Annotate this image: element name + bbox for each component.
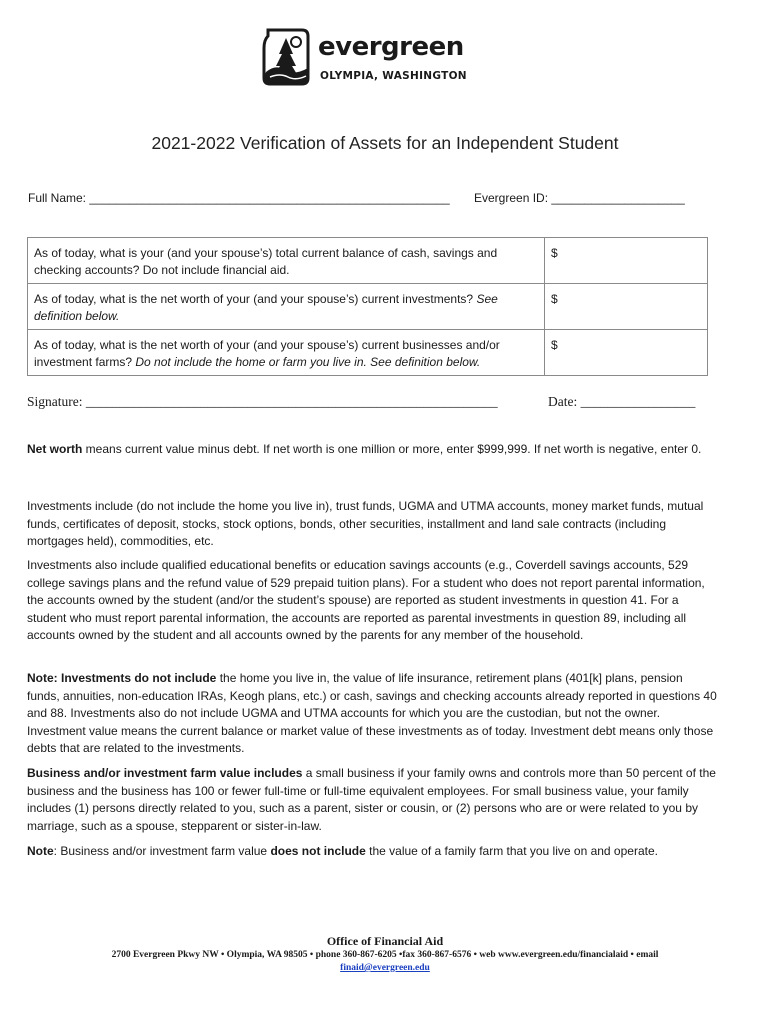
assets-table (27, 237, 708, 376)
term: Business and/or investment farm value includes (27, 766, 303, 780)
term: Note (27, 844, 54, 858)
evergreen-id-field[interactable]: Evergreen ID: ____________________ (474, 191, 685, 205)
question-text: As of today, what is the net worth of your (and your spouse’s) current businesses and/or investment farms? (34, 338, 500, 369)
investments-definition (27, 498, 717, 551)
term: Net worth (27, 442, 83, 456)
evergreen-tree-emblem-icon (262, 28, 310, 86)
office-name: Office of Financial Aid (326, 934, 444, 948)
email-link[interactable]: finaid@evergreen.edu (340, 963, 430, 973)
term: does not include (270, 844, 366, 858)
business-definition (27, 765, 717, 835)
definition-text: the value of a family farm that you live on and operate. (365, 844, 658, 858)
dollar-sign: $ (551, 292, 558, 306)
definition-text: means current value minus debt. If net worth is one million or more, enter $999,999. If net worth is negative, enter 0. (82, 442, 702, 456)
page-title: 2021-2022 Verification of Assets for an Independent Student (151, 133, 619, 153)
business-exclusion-note (27, 843, 717, 861)
term: Note: Investments do not include (27, 671, 217, 685)
answer-businesses-field[interactable] (545, 330, 708, 376)
table-row (28, 330, 708, 376)
question-cash (28, 238, 545, 284)
question-investments (28, 284, 545, 330)
signature-field[interactable]: Signature: _____________________________________________________________ (27, 394, 498, 409)
question-note: Do not include the home or farm you live in. See definition below. (135, 355, 481, 369)
dollar-sign: $ (551, 338, 558, 352)
table-row (28, 238, 708, 284)
question-text: As of today, what is your (and your spouse’s) total current balance of cash, savings and checking accounts? Do not include financial aid. (34, 246, 498, 277)
definition-text: Investments also include qualified educational benefits or education savings accounts (e.g., Coverdell savings accounts, 529 college savings plans and the refund value of 529 prepaid tuition plans). For a student who does not report parental information, the accounts owned by the student (and/or the student’s spouse) are reported as student investments in question 41. For a student who must report parental information, the accounts are reported as parental investments in question 89, including all accounts owned by the student and all accounts owned by the parents for any member of the household. (27, 558, 705, 643)
table-row (28, 284, 708, 330)
net-worth-definition (27, 441, 717, 459)
office-email (0, 963, 770, 973)
investments-exclusion-note (27, 670, 717, 758)
answer-cash-field[interactable] (545, 238, 708, 284)
question-businesses (28, 330, 545, 376)
dollar-sign: $ (551, 246, 558, 260)
investments-also-definition (27, 557, 717, 645)
definition-text: : Business and/or investment farm value (53, 844, 271, 858)
answer-investments-field[interactable] (545, 284, 708, 330)
question-text: As of today, what is the net worth of your (and your spouse’s) current investments? (34, 292, 477, 306)
office-address: 2700 Evergreen Pkwy NW • Olympia, WA 98505 • phone 360-867-6205 •fax 360-867-6576 • web www.evergreen.edu/financialaid • email (111, 950, 659, 960)
definition-text: a small business if your family owns and controls more than 50 percent of the business and the business has 100 or fewer full-time or full-time equivalent employees. For small business value, your family includes (1) persons directly related to you, such as a parent, sister or cousin, or (2) persons who are or were related to you by marriage, such as a spouse, stepparent or sister-in-law. (27, 766, 716, 833)
definition-text: the home you live in, the value of life insurance, retirement plans (401[k] plans, pension funds, annuities, non-education IRAs, Keogh plans, etc.) or cash, savings and checking accounts already reported in questions 40 and 88. Investments also do not include UGMA and UTMA accounts for which you are the custodian, but not the owner. Investment value means the current balance or market value of these investments as of today. Investment debt means only those debts that are related to the investments. (27, 671, 717, 756)
date-field[interactable]: Date: _________________ (548, 394, 696, 409)
question-note: See definition below. (34, 292, 498, 323)
logo-location: OLYMPIA, WASHINGTON (320, 70, 467, 82)
logo-name: evergreen (318, 32, 464, 62)
full-name-field[interactable]: Full Name: ______________________________________________________ (28, 191, 450, 205)
definition-text: Investments include (do not include the home you live in), trust funds, UGMA and UTMA accounts, money market funds, mutual funds, certificates of deposit, stocks, stock options, bonds, other securities, installment and land sale contracts (including mortgages held), commodities, etc. (27, 499, 704, 549)
evergreen-logo (262, 28, 477, 88)
